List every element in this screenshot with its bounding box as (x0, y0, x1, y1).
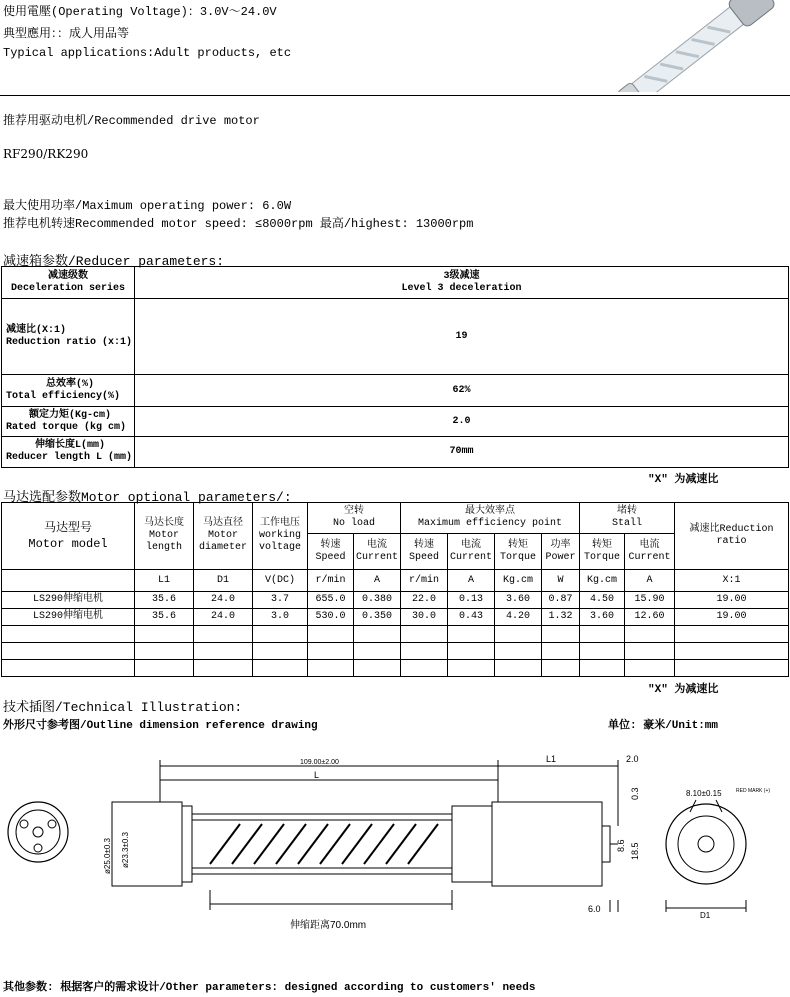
noload-en: No load (332, 518, 375, 529)
unit-cell: X:1 (675, 570, 789, 592)
dim-total: 109.00±2.00 (300, 759, 339, 766)
cell: 4.50 (580, 592, 625, 609)
table-row (2, 660, 789, 677)
table-row (2, 643, 789, 660)
diameter-cn: 马达直径 (203, 518, 243, 529)
value-cn: 3级减速 (443, 270, 480, 282)
current-en: Current (628, 551, 671, 563)
illustration-heading: 技术插图/Technical Illustration: (3, 700, 243, 715)
voltage-text: 使用電壓(Operating Voltage)：3.0V～24.0V (3, 5, 277, 19)
dim-d1: D1 (700, 911, 711, 920)
power-en: Power (545, 551, 576, 563)
cell: 12.60 (625, 609, 675, 626)
dim-18-5: 18.5 (630, 842, 640, 860)
illustration-subheading: 外形尺寸参考图/Outline dimension reference drawing (3, 720, 318, 732)
application-cn: 典型應用：：成人用品等 (3, 27, 130, 41)
reducer-table (1, 266, 789, 468)
torque-value: 2.0 (135, 407, 789, 437)
power-cn: 功率 (550, 539, 571, 551)
table-row (2, 299, 789, 375)
label-en: Reducer length L (mm) (6, 452, 133, 463)
reducer-heading: 减速箱参数/Reducer parameters: (3, 254, 225, 269)
dim-2-0: 2.0 (626, 754, 639, 764)
table-row (2, 592, 789, 609)
cell: 22.0 (401, 592, 448, 609)
table-row (2, 609, 789, 626)
cell: 0.350 (354, 609, 401, 626)
torque-cn: 转矩 (592, 539, 612, 551)
label-en: Deceleration series (10, 282, 126, 294)
model-en: Motor model (28, 537, 108, 551)
noload-cn: 空转 (344, 506, 364, 517)
table-row (2, 437, 789, 468)
dim-8-6: 8.6 (616, 839, 626, 852)
dim-6-0: 6.0 (588, 904, 601, 914)
label-cn: 减速级数 (48, 270, 88, 282)
label-cn: 总效率(%) (45, 378, 94, 390)
dim-side: 8.10±0.15 (686, 789, 722, 798)
cell: 24.0 (194, 609, 253, 626)
current-cn: 电流 (639, 539, 660, 551)
stall-en: Stall (611, 518, 642, 529)
unit-cell: Kg.cm (580, 570, 625, 592)
unit-cell: L1 (135, 570, 194, 592)
unit-cell: A (354, 570, 401, 592)
unit-cell: r/min (401, 570, 448, 592)
maxeff-cn: 最大效率点 (465, 506, 515, 517)
reduction-value: 19 (135, 299, 789, 375)
cell: 0.43 (448, 609, 495, 626)
cell: 655.0 (308, 592, 354, 609)
motor-heading: 推荐用驱动电机/Recommended drive motor (3, 114, 260, 128)
dim-dia-23: ø23.3±0.3 (121, 832, 130, 868)
unit-cell: D1 (194, 570, 253, 592)
unit-cell: V(DC) (253, 570, 308, 592)
outline-drawing (0, 740, 790, 940)
torque-cn: 转矩 (508, 539, 528, 551)
length-en2: length (145, 542, 182, 553)
label-cn: 伸缩长度L(mm) (34, 440, 105, 451)
cell: 1.32 (542, 609, 580, 626)
efficiency-value: 62% (135, 375, 789, 407)
cell: 19.00 (675, 609, 789, 626)
table-row (2, 407, 789, 437)
length-value: 70mm (135, 437, 789, 468)
cell: 35.6 (135, 609, 194, 626)
table-row (2, 570, 789, 592)
cell: 3.60 (580, 609, 625, 626)
current-en: Current (449, 551, 492, 563)
cell: LS290伸缩电机 (2, 609, 135, 626)
ratio-header: 减速比Reduction ratio (675, 503, 789, 570)
cell: 0.380 (354, 592, 401, 609)
label-cn: 减速比(X:1) (6, 324, 67, 336)
dim-dia-25: ø25.0±0.3 (103, 838, 112, 874)
unit-cell: Kg.cm (495, 570, 542, 592)
maxeff-en: Maximum efficiency point (417, 518, 563, 529)
max-power: 最大使用功率/Maximum operating power: 6.0W (3, 199, 292, 213)
cell: 530.0 (308, 609, 354, 626)
dim-l1: L1 (546, 754, 557, 764)
label-en: Rated torque (kg cm) (6, 421, 127, 433)
diameter-en1: Motor (207, 530, 238, 541)
cell: 15.90 (625, 592, 675, 609)
length-en1: Motor (148, 530, 179, 541)
footer-text: 其他参数: 根据客户的需求设计/Other parameters: designed according to customers' needs (3, 982, 536, 994)
current-cn: 电流 (461, 539, 481, 551)
label-en: Reduction ratio (x:1) (6, 336, 133, 348)
label-cn: 额定力矩(Kg-cm) (28, 409, 111, 421)
model-cn: 马达型号 (43, 521, 92, 535)
motor-models: RF290/RK290 (3, 147, 89, 161)
table-row (2, 375, 789, 407)
unit-cell: A (625, 570, 675, 592)
unit-cell: r/min (308, 570, 354, 592)
cell: 35.6 (135, 592, 194, 609)
table-row (2, 626, 789, 643)
main-body (112, 760, 618, 912)
diameter-en2: diameter (198, 542, 247, 553)
right-end-view (666, 800, 746, 912)
voltage-en2: voltage (258, 542, 301, 553)
motor-speed: 推荐电机转速Recommended motor speed: ≤8000rpm 最高/highest: 13000rpm (3, 217, 474, 231)
dim-l: L (314, 770, 320, 780)
current-cn: 电流 (367, 539, 387, 551)
cell: 30.0 (401, 609, 448, 626)
dim-extend: 伸缩距离70.0mm (290, 920, 367, 931)
cell: LS290伸缩电机 (2, 592, 135, 609)
cell: 4.20 (495, 609, 542, 626)
application-en: Typical applications:Adult products, etc (3, 46, 292, 60)
voltage-cn: 工作电压 (260, 518, 300, 529)
cell: 3.7 (253, 592, 308, 609)
length-cn: 马达长度 (144, 518, 184, 529)
cell: 24.0 (194, 592, 253, 609)
unit-cell: W (542, 570, 580, 592)
red-mark-label: RED MARK (+) (736, 788, 771, 794)
current-en: Current (355, 551, 398, 563)
cell: 19.00 (675, 592, 789, 609)
table-row (2, 267, 789, 299)
speed-cn: 转速 (414, 539, 434, 551)
cell: 3.60 (495, 592, 542, 609)
reducer-note: "X" 为减速比 (648, 474, 719, 486)
unit-label: 单位: 豪米/Unit:mm (608, 720, 719, 732)
unit-cell: A (448, 570, 495, 592)
voltage-en1: working (258, 530, 301, 541)
stall-cn: 堵转 (617, 506, 637, 517)
cell: 0.13 (448, 592, 495, 609)
speed-en: Speed (408, 551, 439, 563)
label-en: Total efficiency(%) (6, 390, 121, 402)
value-en: Level 3 deceleration (401, 282, 522, 294)
motor-params-table (1, 502, 789, 677)
left-end-view (8, 802, 68, 862)
torque-en: Torque (499, 551, 536, 563)
torque-en: Torque (583, 551, 620, 563)
motor-note: "X" 为减速比 (648, 684, 719, 696)
speed-cn: 转速 (320, 539, 341, 551)
dim-0-3: 0.3 (630, 787, 640, 800)
motor-params-heading: 马达选配参数Motor optional parameters/: (3, 490, 292, 505)
speed-en: Speed (315, 551, 346, 563)
cell: 3.0 (253, 609, 308, 626)
table-row (2, 503, 789, 534)
product-photo (596, 0, 790, 92)
cell: 0.87 (542, 592, 580, 609)
